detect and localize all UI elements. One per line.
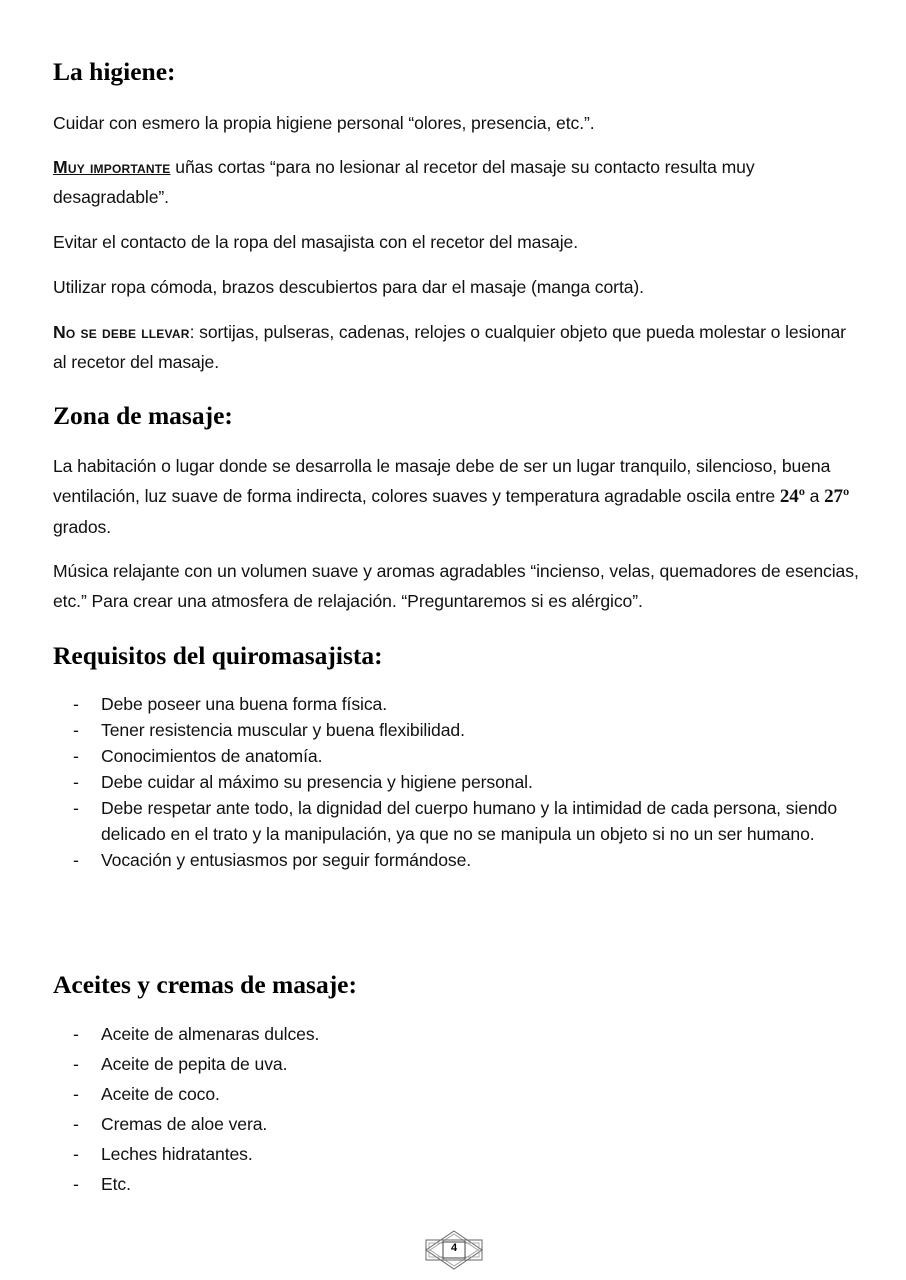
zone-paragraph-1 (53, 451, 863, 542)
oil-item-text: Cremas de aloe vera. (101, 1114, 268, 1134)
temperature-low: 24º (779, 486, 805, 507)
hygiene-p2-body: uñas cortas “para no lesionar al recetor del masaje su contacto resulta muy desagradable”. (53, 157, 755, 207)
page-number: 4 (450, 1242, 458, 1254)
dash-bullet: - (73, 694, 79, 714)
requirement-item-text: Debe respetar ante todo, la dignidad del cuerpo humano y la intimidad de cada persona, siendo delicado en el trato y la manipulación, ya que no se manipula un objeto si no un ser humano. (101, 798, 838, 844)
requirements-list (53, 691, 863, 873)
hygiene-section (53, 57, 863, 87)
dash-bullet: - (73, 720, 79, 740)
dash-bullet: - (73, 1084, 79, 1104)
requirement-item-text: Debe cuidar al máximo su presencia y higiene personal. (101, 772, 533, 792)
hygiene-paragraph-3 (53, 227, 863, 257)
zone-p1-text (53, 451, 863, 542)
zone-p1-mid: a (804, 486, 825, 506)
zone-p1-start: La habitación o lugar donde se desarrolla le masaje debe de ser un lugar tranquilo, silencioso, buena ventilación, luz suave de forma indirecta, colores suaves y temperatura agradable oscila entre (53, 456, 831, 506)
requirements-heading: Requisitos del quiromasajista: (53, 641, 383, 670)
requirement-item-text: Debe poseer una buena forma física. (101, 694, 387, 714)
oil-item (53, 1019, 863, 1049)
oils-list-wrap (53, 1019, 863, 1199)
requirement-item (53, 847, 863, 873)
dash-bullet: - (73, 1114, 79, 1134)
requirement-item-text: Tener resistencia muscular y buena flexibilidad. (101, 720, 465, 740)
temperature-high: 27º (824, 486, 850, 507)
requirement-item (53, 769, 863, 795)
oil-item-text: Leches hidratantes. (101, 1144, 253, 1164)
dash-bullet: - (73, 1174, 79, 1194)
dash-bullet: - (73, 746, 79, 766)
dash-bullet: - (73, 1144, 79, 1164)
hygiene-p1-text: Cuidar con esmero la propia higiene personal “olores, presencia, etc.”. (53, 113, 595, 133)
requirement-item (53, 795, 863, 847)
dash-bullet: - (73, 772, 79, 792)
oils-heading: Aceites y cremas de masaje: (53, 970, 357, 999)
hygiene-p5-body: : sortijas, pulseras, cadenas, relojes o cualquier objeto que pueda molestar o lesionar al recetor del masaje. (53, 322, 846, 372)
oil-item-text: Etc. (101, 1174, 131, 1194)
oils-list (53, 1019, 863, 1199)
must-not-wear-label: No se debe llevar (53, 322, 190, 342)
requirement-item-text: Conocimientos de anatomía. (101, 746, 323, 766)
dash-bullet: - (73, 798, 79, 818)
oil-item-text: Aceite de almenaras dulces. (101, 1024, 320, 1044)
dash-bullet: - (73, 1054, 79, 1074)
oil-item (53, 1079, 863, 1109)
dash-bullet: - (73, 850, 79, 870)
requirements-section (53, 641, 863, 671)
oil-item (53, 1109, 863, 1139)
zone-heading: Zona de masaje: (53, 401, 233, 430)
hygiene-p4-text: Utilizar ropa cómoda, brazos descubiertos para dar el masaje (manga corta). (53, 277, 644, 297)
zone-paragraph-2 (53, 556, 863, 616)
very-important-label: Muy importante (53, 157, 171, 177)
oil-item-text: Aceite de pepita de uva. (101, 1054, 288, 1074)
oil-item-text: Aceite de coco. (101, 1084, 220, 1104)
oil-item (53, 1169, 863, 1199)
oil-item (53, 1139, 863, 1169)
dash-bullet: - (73, 1024, 79, 1044)
zone-p1-end: grados. (53, 517, 111, 537)
hygiene-p2-text (53, 152, 863, 212)
zone-section (53, 401, 863, 431)
hygiene-paragraph-4 (53, 272, 863, 302)
requirement-item (53, 743, 863, 769)
zone-p2-text: Música relajante con un volumen suave y aromas agradables “incienso, velas, quemadores de esencias, etc.” Para crear una atmosfera de relajación. “Preguntaremos si es alérgico”. (53, 561, 859, 611)
oils-section (53, 970, 863, 1000)
page-number-badge (423, 1230, 485, 1270)
hygiene-paragraph-2 (53, 152, 863, 212)
hygiene-paragraph-5 (53, 317, 863, 377)
requirement-item (53, 717, 863, 743)
hygiene-p5-text (53, 317, 863, 377)
requirement-item (53, 691, 863, 717)
hygiene-paragraph-1 (53, 108, 863, 138)
hygiene-heading: La higiene: (53, 57, 176, 86)
requirement-item-text: Vocación y entusiasmos por seguir formándose. (101, 850, 472, 870)
requirements-list-wrap (53, 691, 863, 873)
hygiene-p3-text: Evitar el contacto de la ropa del masajista con el recetor del masaje. (53, 232, 578, 252)
oil-item (53, 1049, 863, 1079)
